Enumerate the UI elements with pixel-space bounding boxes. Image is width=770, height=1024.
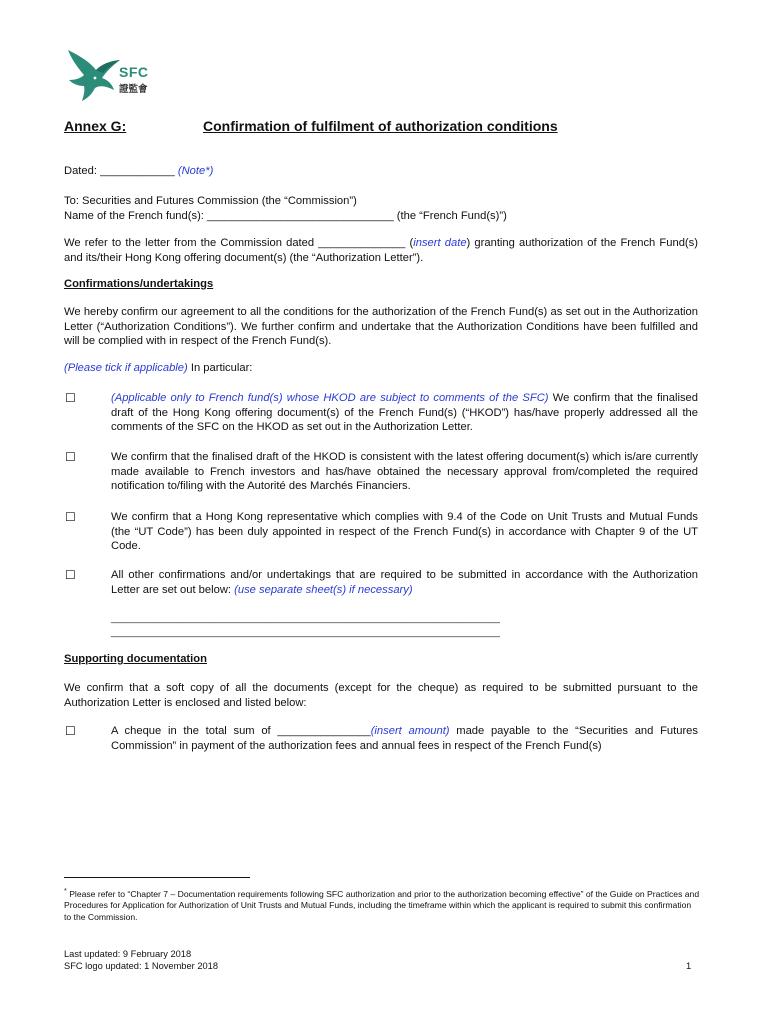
last-updated: Last updated: 9 February 2018	[64, 949, 192, 959]
cheque-item	[111, 724, 698, 753]
tick-instruction	[64, 361, 252, 376]
supporting-intro: We confirm that a soft copy of all the documents (except for the cheque) as required to be submitted pursuant to the Authorization Letter is enclosed and listed below:	[64, 682, 698, 709]
dated-label: Dated:	[64, 165, 97, 177]
sfc-logo	[66, 46, 176, 102]
confirmation-item-hk-representative: We confirm that a Hong Kong representative which complies with 9.4 of the Code on Unit Trusts and Mutual Funds (the “UT Code”) has been duly appointed in respect of the French Fund(s) in accordance with Chapter 9 of the UT Code.	[111, 511, 698, 553]
blank-line-2[interactable]: ___________________________________________________________________________	[111, 627, 500, 638]
footnote	[64, 886, 700, 923]
reference-text-after: ) granting authorization of the French Fund(s) and its/their Hong Kong offering document(s) (the “Authorization Letter”).	[64, 237, 698, 264]
reference-text-before: We refer to the letter from the Commission dated ______________ (	[64, 237, 414, 249]
page-number: 1	[686, 961, 692, 971]
separate-sheet-note: (use separate sheet(s) if necessary)	[234, 583, 413, 596]
annex-title: Confirmation of fulfilment of authorization conditions	[203, 118, 558, 134]
checkbox-other-confirmations[interactable]: ☐	[65, 568, 76, 582]
footnote-text: Please refer to “Chapter 7 – Documentation requirements following SFC authorization and prior to the authorization becoming effective” of the Guide on Practices and Procedures for Application for Authorization of Unit Trusts and Mutual Funds, including the timeframe within which the applicant is required to submit this confirmation to the Commission.	[64, 888, 700, 922]
dated-line	[64, 164, 213, 179]
logo-updated: SFC logo updated: 1 November 2018	[64, 961, 219, 971]
eagle-icon	[66, 46, 122, 102]
confirmations-intro: We hereby confirm our agreement to all the conditions for the authorization of the French Fund(s) as set out in the Authorization Letter (“Authorization Conditions”). We further confirm and undertake that the Authorization Conditions have been fulfilled and will be complied with in respect of the French Fund(s).	[64, 306, 698, 348]
confirmation-text: We confirm that the finalised draft of the Hong Kong offering document(s) of the French Fund(s) (“HKOD”) has/have properly addressed all the comments of the SFC on the HKOD as set out in the Authorization Letter.	[111, 392, 699, 434]
footnote-divider	[64, 877, 250, 878]
footnote-marker: *	[64, 887, 67, 895]
insert-date-note: insert date	[413, 237, 467, 249]
checkbox-hk-representative[interactable]: ☐	[65, 510, 76, 524]
applicability-note: (Applicable only to French fund(s) whose HKOD are subject to comments of the SFC)	[111, 392, 549, 404]
in-particular-text: In particular:	[187, 362, 253, 374]
cheque-text-before: A cheque in the total sum of _______________	[111, 725, 371, 737]
dated-note: (Note*)	[177, 165, 214, 177]
supporting-heading: Supporting documentation	[64, 653, 207, 665]
other-confirmation-text: All other confirmations and/or undertakings that are required to be submitted in accordance with the Authorization Letter are set out below:	[111, 569, 698, 596]
to-line: To: Securities and Futures Commission (the “Commission”)	[64, 195, 357, 207]
logo-chinese-name: 證監會	[119, 84, 148, 95]
insert-amount-note: (insert amount)	[370, 725, 450, 737]
dated-blank: ____________	[100, 165, 175, 177]
logo-name: SFC	[119, 64, 149, 80]
fund-name-line: Name of the French fund(s): ______________________________ (the “French Fund(s)”)	[64, 210, 507, 222]
tick-note: (Please tick if applicable)	[64, 362, 188, 374]
checkbox-hkod-comments[interactable]: ☐	[65, 391, 76, 405]
confirmation-item-hkod-consistent: We confirm that the finalised draft of the HKOD is consistent with the latest offering document(s) which is/are currently made available to French investors and has/have obtained the necessary approval from/completed the required notification to/filing with the Autorité des Marchés Financiers.	[111, 451, 698, 493]
confirmation-item-hkod-comments	[111, 391, 698, 435]
checkbox-cheque[interactable]: ☐	[65, 724, 76, 738]
cheque-text-after: made payable to the “Securities and Futures Commission” in payment of the authorization fees and annual fees in respect of the French Fund(s)	[111, 725, 698, 752]
blank-line-1[interactable]: ___________________________________________________________________________	[111, 613, 500, 624]
checkbox-hkod-consistent[interactable]: ☐	[65, 450, 76, 464]
reference-paragraph	[64, 236, 698, 265]
confirmations-heading: Confirmations/undertakings	[64, 278, 214, 290]
confirmation-item-other	[111, 568, 698, 597]
annex-label: Annex G:	[64, 118, 127, 134]
